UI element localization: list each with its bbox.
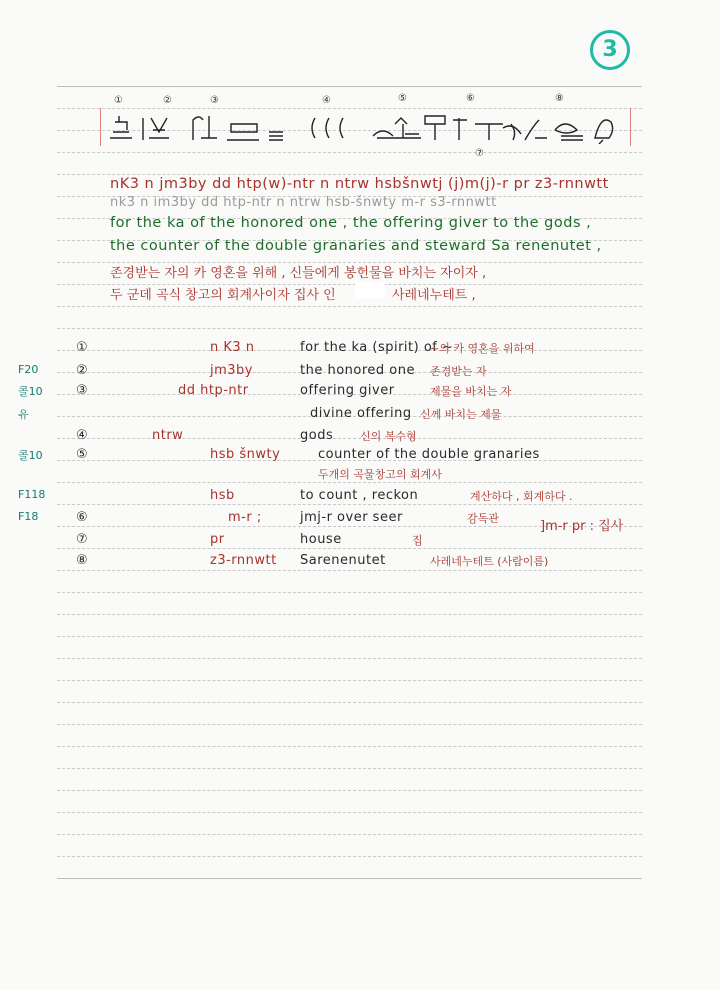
- bracket-note: ]m-r pr : 집사: [540, 519, 624, 534]
- rule-line: [57, 834, 642, 835]
- rule-line: [57, 702, 642, 703]
- glyph-number-7: ⑦: [475, 148, 484, 159]
- page-number-badge: 3: [590, 30, 630, 70]
- rule-line: [57, 482, 642, 483]
- rule-line: [57, 174, 642, 175]
- rule-line: [57, 504, 642, 505]
- rule-line: [57, 746, 642, 747]
- vocab-english: gods: [300, 428, 334, 443]
- vocab-margin-ref: F20: [18, 363, 39, 376]
- vocab-number: ④: [76, 428, 88, 443]
- rule-line: [57, 636, 642, 637]
- glyph-number-4: ④: [322, 95, 331, 106]
- vocab-margin-ref: 콜10: [18, 449, 43, 462]
- vocab-korean: 계산하다 , 회계하다 .: [470, 490, 573, 503]
- glyph-number-6: ⑥: [466, 93, 475, 104]
- vocab-korean: 존경받는 자: [430, 365, 487, 378]
- english-translation-line-1: for the ka of the honored one , the offering giver to the gods ,: [110, 215, 592, 231]
- korean-translation-line-1: 존경받는 자의 카 영혼을 위해 , 신들에게 봉헌물을 바치는 자이자 ,: [110, 266, 487, 281]
- vocab-english: jmj-r over seer: [300, 510, 403, 525]
- korean-translation-line-2-name: 사레네누테트 ,: [392, 288, 476, 303]
- vocab-margin-ref: 유: [18, 408, 29, 421]
- vocab-transliteration: z3-rnnwtt: [210, 553, 277, 568]
- margin-line-left: [100, 108, 101, 146]
- vocab-korean: 집: [412, 534, 423, 547]
- glyph-number-2: ②: [163, 95, 172, 106]
- rule-line: [57, 680, 642, 681]
- vocab-transliteration: ntrw: [152, 428, 184, 443]
- vocab-english: divine offering: [310, 406, 412, 421]
- vocab-number: ⑥: [76, 510, 88, 525]
- rule-line: [57, 570, 642, 571]
- rule-line: [57, 812, 642, 813]
- vocab-korean: 사레네누테트 (사람이름): [430, 555, 549, 568]
- redaction-box: [355, 282, 385, 298]
- vocab-english: Sarenenutet: [300, 553, 386, 568]
- vocab-transliteration: hsb: [210, 488, 235, 503]
- vocab-margin-ref: F118: [18, 488, 46, 501]
- rule-line: [57, 592, 642, 593]
- vocab-transliteration: m-r ;: [228, 510, 262, 525]
- vocab-transliteration: n K3 n: [210, 340, 255, 355]
- rule-line: [57, 548, 642, 549]
- vocab-korean: 감독관: [467, 512, 499, 525]
- glyph-number-1: ①: [114, 95, 123, 106]
- vocab-english: offering giver: [300, 383, 395, 398]
- vocab-english: for the ka (spirit) of ~: [300, 340, 454, 355]
- rule-line: [57, 438, 642, 439]
- glyph-number-5: ⑤: [398, 93, 407, 104]
- rule-line: [57, 878, 642, 879]
- vocab-korean: 두개의 곡물창고의 회계사: [318, 468, 442, 481]
- rule-line: [57, 856, 642, 857]
- vocab-margin-ref: F18: [18, 510, 39, 523]
- rule-line: [57, 658, 642, 659]
- rule-line: [57, 306, 642, 307]
- vocab-number: ⑧: [76, 553, 88, 568]
- rule-line: [57, 768, 642, 769]
- rule-line: [57, 790, 642, 791]
- vocab-transliteration: hsb šnwty: [210, 447, 281, 462]
- transliteration-red: nK3 n jm3by dd htp(w)-ntr n ntrw hsbšnwtj (j)m(j)-r pr z3-rnnwtt: [110, 176, 609, 192]
- rule-line: [57, 328, 642, 329]
- rule-line: [57, 108, 642, 109]
- english-translation-line-2: the counter of the double granaries and steward Sa renenutet ,: [110, 238, 602, 254]
- vocab-english: house: [300, 532, 342, 547]
- vocab-english: the honored one: [300, 363, 415, 378]
- vocab-korean: 신께 바치는 제물: [420, 408, 502, 421]
- rule-line: [57, 614, 642, 615]
- vocab-korean: 신의 복수형: [360, 430, 417, 443]
- vocab-number: ②: [76, 363, 88, 378]
- vocab-number: ⑦: [76, 532, 88, 547]
- hieroglyph-line: [105, 110, 635, 144]
- glyph-number-8: ⑧: [555, 93, 564, 104]
- rule-line: [57, 152, 642, 153]
- vocab-transliteration: jm3by: [210, 363, 253, 378]
- vocab-number: ⑤: [76, 447, 88, 462]
- rule-line: [57, 86, 642, 87]
- rule-line: [57, 724, 642, 725]
- glyph-number-3: ③: [210, 95, 219, 106]
- vocab-transliteration: pr: [210, 532, 225, 547]
- vocab-korean: ~의 카 영혼을 위하여: [430, 342, 535, 355]
- vocab-number: ③: [76, 383, 88, 398]
- vocab-korean: 제물을 바치는 자: [430, 385, 512, 398]
- transliteration-grey: nk3 n im3by dd htp-ntr n ntrw hsb-šnwty m-r s3-rnnwtt: [110, 195, 497, 210]
- vocab-english: counter of the double granaries: [318, 447, 540, 462]
- korean-translation-line-2: 두 군데 곡식 창고의 회계사이자 집사 인: [110, 288, 336, 303]
- vocab-transliteration: dd htp-ntr: [178, 383, 249, 398]
- vocab-english: to count , reckon: [300, 488, 419, 503]
- vocab-margin-ref: 콜10: [18, 385, 43, 398]
- vocab-number: ①: [76, 340, 88, 355]
